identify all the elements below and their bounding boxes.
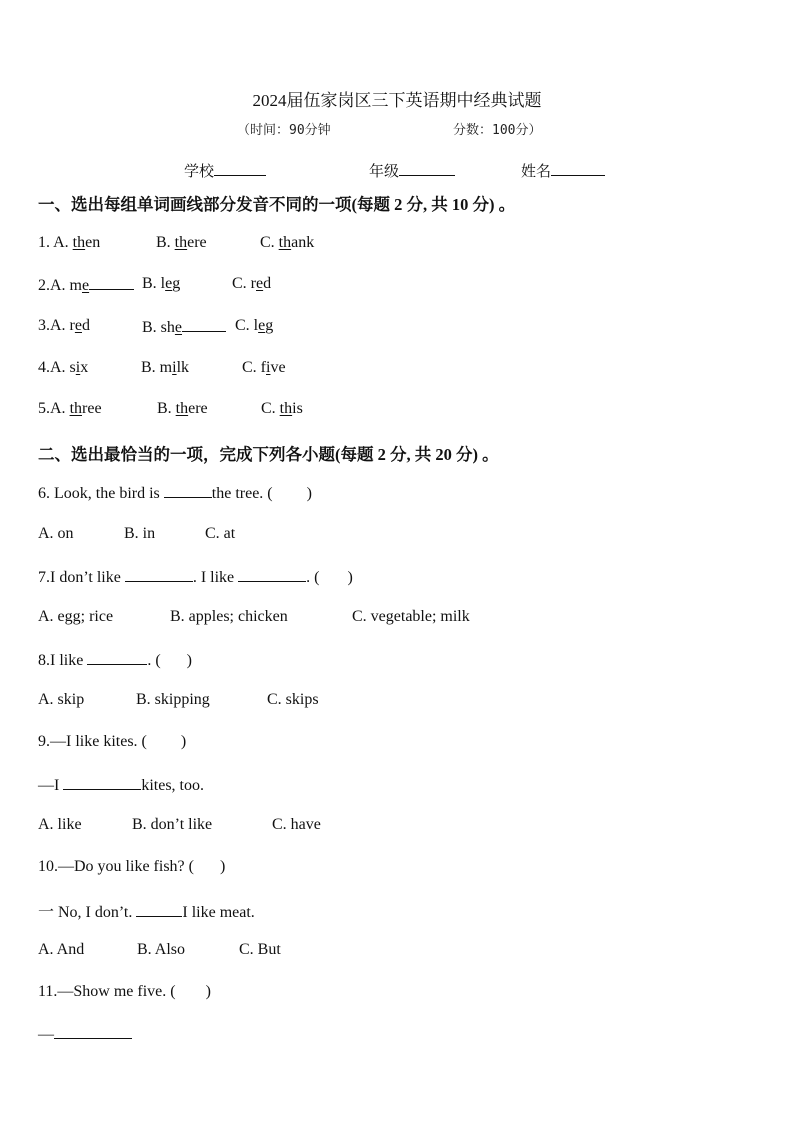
q2-b-underline: e bbox=[165, 275, 173, 292]
q10-text: 10.—Do you like fish? ( bbox=[38, 858, 194, 875]
q2-b-text-end: g bbox=[172, 275, 181, 292]
q9-option-c[interactable]: C. have bbox=[272, 816, 321, 833]
q4-b-underline: i bbox=[172, 359, 177, 376]
q9-option-a[interactable]: A. like bbox=[38, 816, 82, 833]
q2-option-a[interactable] bbox=[38, 275, 134, 295]
q10-reply-text-2: I like meat. bbox=[182, 904, 255, 921]
q9-options bbox=[38, 816, 738, 838]
q3-b-text: B. sh bbox=[142, 319, 175, 336]
q3-a-text: .A. r bbox=[46, 317, 75, 334]
grade-blank[interactable] bbox=[399, 161, 455, 176]
q10-reply-text: 一 No, I don’t. bbox=[38, 904, 137, 921]
q4-option-c[interactable] bbox=[242, 359, 286, 377]
school-field bbox=[184, 160, 266, 181]
q8-text-2: . ( bbox=[147, 652, 161, 669]
q10-reply bbox=[38, 899, 255, 922]
q8-stem bbox=[38, 650, 192, 670]
q9-reply-text-2: kites, too. bbox=[141, 777, 204, 794]
q3-option-c[interactable] bbox=[235, 317, 273, 335]
q11-reply bbox=[38, 1024, 132, 1044]
q8-option-b[interactable]: B. skipping bbox=[136, 691, 210, 708]
q10-option-a[interactable]: A. And bbox=[38, 941, 85, 958]
q7-blank-2[interactable] bbox=[238, 567, 306, 582]
q5-option-b[interactable] bbox=[157, 400, 208, 418]
school-label: 学校 bbox=[184, 164, 215, 180]
q3-c-text: C. l bbox=[235, 317, 259, 334]
q8-blank[interactable] bbox=[87, 650, 147, 665]
q4-b-text: B. m bbox=[141, 359, 173, 376]
q10-paren-close: ) bbox=[219, 858, 226, 875]
q3-blank bbox=[182, 317, 226, 332]
q1-b-text: B. bbox=[156, 234, 175, 251]
q2-option-c[interactable] bbox=[232, 275, 271, 293]
q9-reply bbox=[38, 775, 204, 795]
section1-heading: 一、选出每组单词画线部分发音不同的一项(每题 2 分, 共 10 分) 。 bbox=[38, 195, 516, 214]
q8-options bbox=[38, 691, 738, 713]
q7-option-a[interactable]: A. egg; rice bbox=[38, 608, 114, 625]
school-blank[interactable] bbox=[214, 161, 266, 176]
page-title: 2024届伍家岗区三下英语期中经典试题 bbox=[252, 91, 542, 110]
q8-text: 8.I like bbox=[38, 652, 88, 669]
q4-c-text-end: ve bbox=[270, 359, 286, 376]
q4-c-text: C. f bbox=[242, 359, 266, 376]
q6-option-a[interactable]: A. on bbox=[38, 525, 74, 542]
q7-text: 7.I don’t like bbox=[38, 569, 125, 586]
q6-option-c[interactable]: C. at bbox=[205, 525, 236, 542]
q1-number: 1 bbox=[38, 234, 46, 251]
q5-option-a[interactable] bbox=[38, 400, 102, 418]
q5-option-c[interactable] bbox=[261, 400, 303, 418]
q11-reply-text: — bbox=[38, 1026, 54, 1043]
q5-b-underline: th bbox=[175, 400, 189, 417]
q1-c-text: C. bbox=[260, 234, 279, 251]
q3-a-underline: e bbox=[74, 317, 82, 334]
q1-a-text-end: en bbox=[85, 234, 101, 251]
q5-a-text: .A. bbox=[46, 400, 70, 417]
q10-blank[interactable] bbox=[136, 902, 182, 917]
q4-a-text: .A. s bbox=[46, 359, 76, 376]
q7-text-2: . I like bbox=[192, 569, 239, 586]
exam-score: 分数：100分） bbox=[453, 123, 542, 138]
q4-b-text-end: lk bbox=[176, 359, 190, 376]
question-2 bbox=[38, 275, 738, 297]
question-5 bbox=[38, 400, 738, 422]
q4-c-underline: i bbox=[266, 359, 271, 376]
q1-option-c[interactable] bbox=[260, 234, 314, 252]
q3-b-underline: e bbox=[174, 319, 183, 336]
q10-options bbox=[38, 941, 738, 963]
q1-a-text: . A. bbox=[46, 234, 73, 251]
q5-b-text: B. bbox=[157, 400, 176, 417]
name-blank[interactable] bbox=[551, 161, 605, 176]
name-field bbox=[521, 160, 605, 181]
q4-option-b[interactable] bbox=[141, 359, 189, 377]
grade-field bbox=[369, 160, 455, 181]
q1-option-a[interactable] bbox=[38, 234, 100, 252]
q4-a-underline: i bbox=[75, 359, 81, 376]
q9-option-b[interactable]: B. don’t like bbox=[132, 816, 213, 833]
q2-c-text-end: d bbox=[263, 275, 272, 292]
q11-text: 11.—Show me five. ( bbox=[38, 983, 176, 1000]
q5-c-text: C. bbox=[261, 400, 280, 417]
q8-paren-close: ) bbox=[186, 652, 192, 669]
q2-option-b[interactable] bbox=[142, 275, 180, 293]
q4-a-text-end: x bbox=[80, 359, 89, 376]
q9-paren-close: ) bbox=[180, 733, 187, 750]
q9-reply-text: —I bbox=[38, 777, 64, 794]
question-4 bbox=[38, 359, 738, 381]
q5-a-text-end: ree bbox=[82, 400, 102, 417]
section2-heading: 二、选出最恰当的一项，完成下列各小题(每题 2 分, 共 20 分) 。 bbox=[38, 445, 499, 464]
q7-option-c[interactable]: C. vegetable; milk bbox=[352, 608, 470, 625]
name-label: 姓名 bbox=[521, 164, 552, 180]
q6-paren-close: ) bbox=[306, 485, 312, 502]
q3-a-text-end: d bbox=[82, 317, 90, 334]
q9-text: 9.—I like kites. ( bbox=[38, 733, 147, 750]
q5-number: 5 bbox=[38, 400, 46, 417]
q6-text: 6. Look, the bird is bbox=[38, 485, 164, 502]
q10-option-c[interactable]: C. But bbox=[239, 941, 281, 958]
q5-b-text-end: ere bbox=[188, 400, 208, 417]
q3-c-underline: e bbox=[258, 317, 266, 334]
q7-option-b[interactable]: B. apples; chicken bbox=[170, 608, 288, 625]
q11-stem bbox=[38, 983, 211, 1001]
q6-option-b[interactable]: B. in bbox=[124, 525, 156, 542]
q6-stem bbox=[38, 483, 312, 503]
q6-options bbox=[38, 525, 738, 547]
q6-text-2: the tree. ( bbox=[211, 485, 273, 502]
q1-c-underline: th bbox=[278, 234, 292, 251]
q7-text-3: . ( bbox=[306, 569, 320, 586]
q7-blank-1[interactable] bbox=[125, 567, 193, 582]
q9-stem bbox=[38, 733, 186, 751]
q2-c-text: C. r bbox=[232, 275, 256, 292]
q3-option-b[interactable] bbox=[142, 317, 226, 337]
q1-c-text-end: ank bbox=[291, 234, 315, 251]
q3-c-text-end: g bbox=[265, 317, 274, 334]
question-1 bbox=[38, 234, 738, 256]
q2-blank bbox=[89, 275, 134, 290]
q7-paren-close: ) bbox=[347, 569, 353, 586]
q1-b-text-end: ere bbox=[187, 234, 207, 251]
q4-number: 4 bbox=[38, 359, 46, 376]
q1-b-underline: th bbox=[174, 234, 188, 251]
q11-paren-close: ) bbox=[205, 983, 211, 1000]
q3-number: 3 bbox=[38, 317, 46, 334]
q5-a-underline: th bbox=[69, 400, 83, 417]
q11-blank[interactable] bbox=[54, 1024, 132, 1039]
q7-options bbox=[38, 608, 738, 630]
q8-option-c[interactable]: C. skips bbox=[267, 691, 319, 708]
q9-blank[interactable] bbox=[63, 775, 141, 790]
exam-time: （时间：90分钟 bbox=[237, 123, 331, 138]
q10-option-b[interactable]: B. Also bbox=[137, 941, 186, 958]
q5-c-text-end: is bbox=[292, 400, 303, 417]
q4-option-a[interactable] bbox=[38, 359, 88, 377]
q2-b-text: B. l bbox=[142, 275, 166, 292]
q5-c-underline: th bbox=[279, 400, 293, 417]
q1-option-b[interactable] bbox=[156, 234, 207, 252]
q7-stem bbox=[38, 567, 353, 587]
q3-option-a[interactable] bbox=[38, 317, 90, 335]
q10-stem bbox=[38, 858, 225, 876]
q6-blank[interactable] bbox=[164, 483, 212, 498]
question-3 bbox=[38, 317, 738, 339]
grade-label: 年级 bbox=[369, 164, 400, 180]
q2-a-underline: e bbox=[82, 277, 90, 294]
q1-a-underline: th bbox=[72, 234, 86, 251]
q8-option-a[interactable]: A. skip bbox=[38, 691, 85, 708]
q2-number: 2 bbox=[38, 277, 46, 294]
q2-c-underline: e bbox=[256, 275, 264, 292]
q2-a-text: .A. m bbox=[46, 277, 82, 294]
